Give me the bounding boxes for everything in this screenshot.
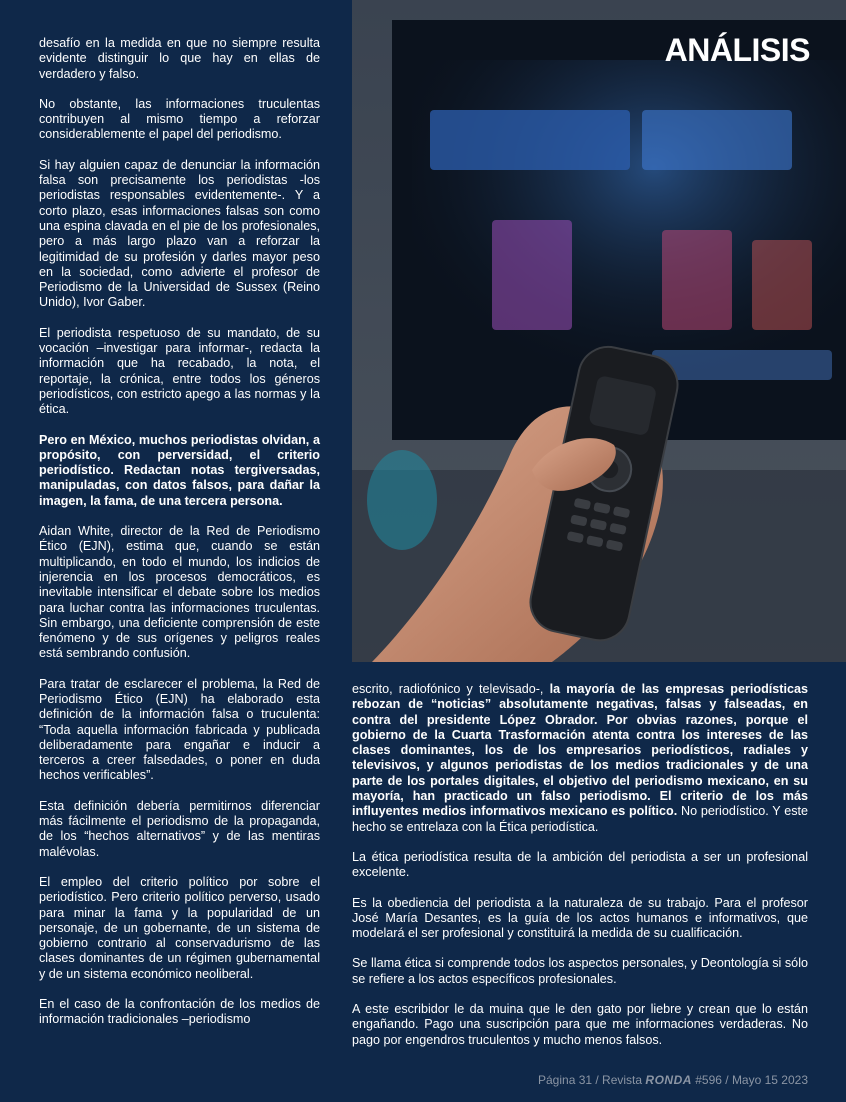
article-paragraph: La ética periodística resulta de la ambición del periodista a ser un profesional excelente. xyxy=(352,849,808,880)
magazine-name: RONDA xyxy=(645,1073,692,1087)
footer-suffix: #596 / Mayo 15 2023 xyxy=(691,1073,808,1087)
paragraph-outro: No periodístico. Y este hecho se entrelaza con la Ética periodística. xyxy=(352,804,808,834)
paragraph-highlight: la mayoría de las empresas periodísticas rebozan de “noticias” absolutamente negativas, falsas y falseadas, en contra del presidente López Obrador. Por obvias razones, porque el gobierno de la Cuarta Trasformación atenta contra los intereses de las clases dominantes, los de los empresarios periodísticos, radiales y televisivos, y algunos periodistas de los medios tradicionales y de una parte de los portales digitales, el objetivo del periodismo mexicano, en su mayoría, han practicado un falso periodismo. El criterio de los más influyentes medios informativos mexicano es político. xyxy=(352,682,808,819)
article-paragraph: En el caso de la confrontación de los medios de información tradicionales –periodismo xyxy=(39,997,320,1027)
article-paragraph: Para tratar de esclarecer el problema, la Red de Periodismo Ético (EJN) ha elaborado esta definición de la información falsa o truculenta: “Toda aquella información fabricada y publicada deliberadamente para engañar e inducir a terceros a creer falsedades, o poner en duda hechos verificables”. xyxy=(39,676,320,783)
article-paragraph: Es la obediencia del periodista a la naturaleza de su trabajo. Para el profesor José María Desantes, es la guía de los actos humanos e informativos, que modelará el ser profesional y constituirá la medida de su cualificación. xyxy=(352,895,808,941)
photo-illustration xyxy=(352,0,846,662)
article-paragraph: Si hay alguien capaz de denunciar la información falsa son precisamente los periodistas -los periodistas responsables evidentemente-. Y a corto plazo, esas informaciones falsas son como una espina clavada en el pie de los profesionales, pero a más largo plazo van a reforzar la legitimidad de su profesión y darles mayor peso en la sociedad, como advierte el profesor de Periodismo de la Universidad de Sussex (Reino Unido), Ivor Gaber. xyxy=(39,157,320,310)
article-paragraph: Aidan White, director de la Red de Periodismo Ético (EJN), estima que, cuando se están multiplicando, en todo el mundo, los indicios de injerencia en los procesos democráticos, es inevitable intensificar el debate sobre los medios para luchar contra las informaciones truculentas. Sin embargo, una deficiente comprensión de este fenómeno y de sus orígenes y peligros reales está sembrando confusión. xyxy=(39,524,320,661)
article-paragraph: A este escribidor le da muina que le den gato por liebre y crean que lo están engañando. Pago una suscripción para que me informaciones verdaderas. No pago por engendros truculentos y mucho menos falsos. xyxy=(352,1002,808,1047)
paragraph-intro: escrito, radiofónico y televisado-, xyxy=(352,682,550,696)
tv-remote-photo xyxy=(352,0,846,662)
article-paragraph: desafío en la medida en que no siempre resulta evidente distinguir lo que hay en ellas de verdadero y falso. xyxy=(39,36,320,81)
article-paragraph: El periodista respetuoso de su mandato, de su vocación –investigar para informar-, redacta la información que ha recabado, la nota, el reportaje, la crónica, entre todos los géneros periodísticos, con estricto apego a las normas y la ética. xyxy=(39,325,320,417)
article-paragraph: El empleo del criterio político por sobre el periodístico. Pero criterio político perverso, usado para minar la fama y la popularidad de un personaje, de un gobernante, de un sistema de gobierno contrario al conservadurismo de las clases dominantes de un régimen gubernamental y de un sistema económico neoliberal. xyxy=(39,874,320,981)
page-footer xyxy=(538,1073,808,1087)
left-article-column xyxy=(39,36,320,1043)
right-article-column xyxy=(352,682,808,1063)
section-label: ANÁLISIS xyxy=(664,32,810,68)
article-paragraph: No obstante, las informaciones truculentas contribuyen al mismo tiempo a reforzar considerablemente el papel del periodismo. xyxy=(39,96,320,142)
article-paragraph-highlight: Pero en México, muchos periodistas olvidan, a propósito, con perversidad, el criterio periodístico. Redactan notas tergiversadas, manipuladas, con datos falsos, para dañar la imagen, la fama, de una tercera persona. xyxy=(39,432,320,508)
article-paragraph xyxy=(352,682,808,835)
article-paragraph: Esta definición debería permitirnos diferenciar más fácilmente el periodismo de la propaganda, de los “hechos alternativos” y de las mentiras malévolas. xyxy=(39,798,320,859)
article-paragraph: Se llama ética si comprende todos los aspectos personales, y Deontología si sólo se refiere a los actos específicos profesionales. xyxy=(352,956,808,986)
footer-prefix: Página 31 / Revista xyxy=(538,1073,646,1087)
